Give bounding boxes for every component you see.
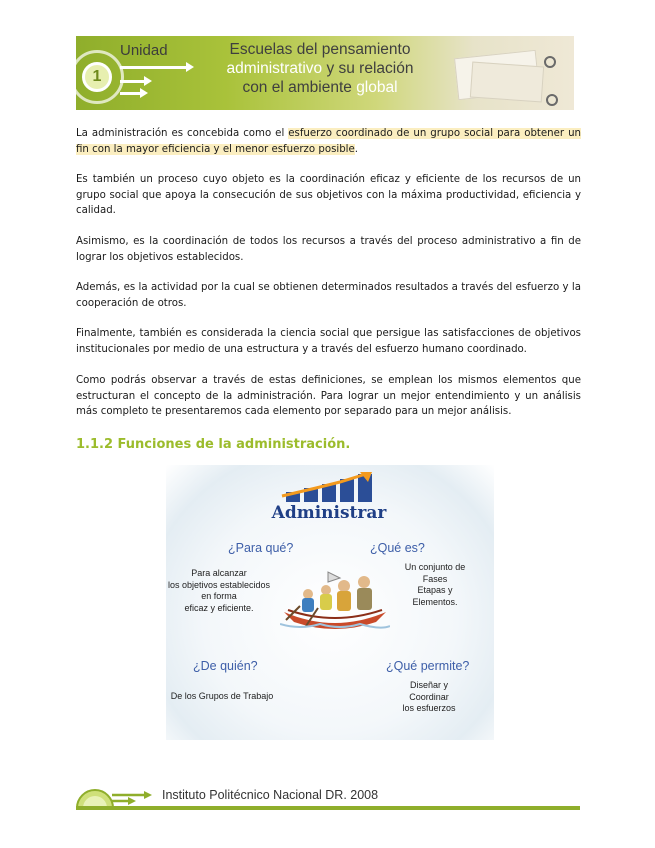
unit-number-badge: 1 <box>82 62 112 92</box>
footer-text: Instituto Politécnico Nacional DR. 2008 <box>162 788 379 802</box>
question-que-es: ¿Qué es? <box>370 541 425 555</box>
section-heading: 1.1.2 Funciones de la administración. <box>76 437 351 452</box>
arrow-icon <box>120 66 188 69</box>
footer-logo-decoration <box>76 786 114 808</box>
banner-title-line3: con el ambiente global <box>242 79 398 96</box>
paragraph-definition-2: Es también un proceso cuyo objeto es la coordinación eficaz y eficiente de los recursos de un grupo social que apoya la consecución de sus objetivos con la máxima productividad, eficiencia y calidad. <box>76 174 581 216</box>
highlighted-text: esfuerzo coordinado de un grupo social para obtener un fin con la mayor eficiencia y el menor esfuerzo posible <box>76 128 581 155</box>
answer-que-permite: Diseñar y Coordinar los esfuerzos <box>402 680 456 713</box>
diagram-title: Administrar <box>271 503 387 523</box>
paragraph-definition-4: Además, es la actividad por la cual se obtienen determinados resultados a través del esfuerzo y la cooperación de otros. <box>76 282 581 309</box>
arrow-icon <box>120 92 142 95</box>
question-para-que: ¿Para qué? <box>228 541 294 555</box>
paperclip-icon <box>546 94 558 106</box>
bar-chart-logo-icon <box>280 470 378 502</box>
answer-de-quien: De los Grupos de Trabajo <box>170 691 274 701</box>
footer-bar <box>76 806 580 810</box>
answer-que-es: Un conjunto de Fases Etapas y Elementos. <box>404 562 466 607</box>
paragraph-definition-1: La administración es concebida como el esfuerzo coordinado de un grupo social para obtener un fin con la mayor eficiencia y el menor esfuerzo posible. <box>76 128 581 155</box>
unit-banner <box>76 36 574 110</box>
paragraph-definition-3: Asimismo, es la coordinación de todos los recursos a través del proceso administrativo a fin de lograr los objetivos establecidos. <box>76 236 581 263</box>
paperclip-icon <box>544 56 556 68</box>
banner-title-line2: administrativo y su relación <box>226 60 414 77</box>
banner-title-line1: Escuelas del pensamiento <box>229 41 411 58</box>
paragraph-conclusion: Como podrás observar a través de estas definiciones, se emplean los mismos elementos que estructuran el concepto de la administración. Para lograr un mejor entendimiento y un análisis más completo te presentaremos cada elemento por separado para un mejor análisis. <box>76 375 581 417</box>
footer-arrows-icon <box>112 790 156 806</box>
arrow-icon <box>120 80 146 83</box>
paragraph-definition-5: Finalmente, también es considerada la ciencia social que persigue las satisfacciones de objetivos institucionales por medio de una estructura y a través del esfuerzo humano coordinado. <box>76 328 581 355</box>
answer-para-que: Para alcanzar los objetivos establecidos en forma eficaz y eficiente. <box>167 568 271 613</box>
question-que-permite: ¿Qué permite? <box>386 659 470 673</box>
papers-image <box>470 62 544 103</box>
question-de-quien: ¿De quién? <box>193 659 258 673</box>
unit-label: Unidad <box>120 42 168 59</box>
banner-title <box>200 40 440 97</box>
teamwork-boat-illustration <box>280 560 390 634</box>
